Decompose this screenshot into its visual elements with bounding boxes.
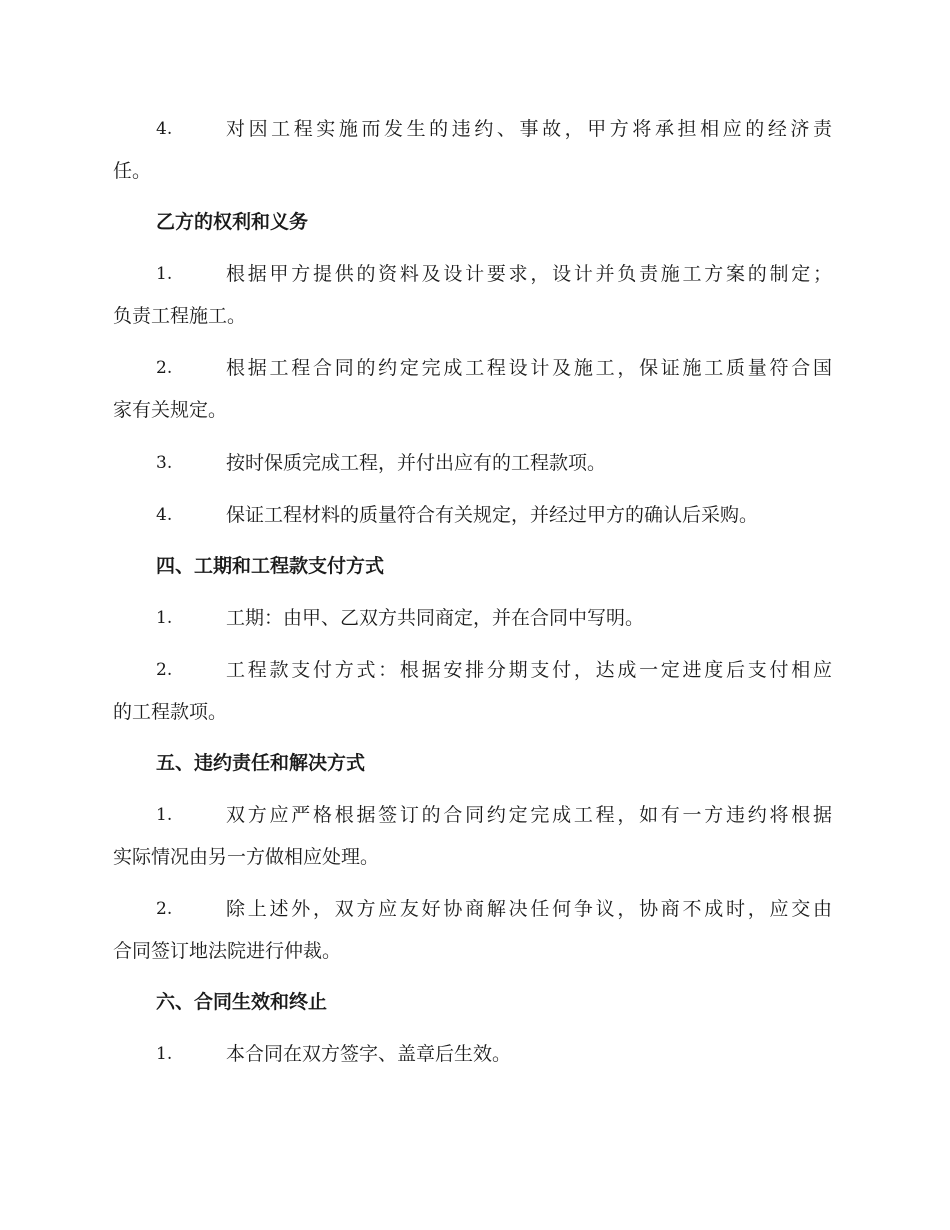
item-text-continuation: 合同签订地法院进行仲裁。: [113, 940, 342, 962]
item-text: 保证工程材料的质量符合有关规定，并经过甲方的确认后采购。: [226, 504, 759, 526]
item-text-continuation: 实际情况由另一方做相应处理。: [113, 846, 380, 868]
item-number: 1.: [156, 805, 173, 825]
item-text-continuation: 的工程款项。: [113, 701, 228, 723]
section-heading: 五、违约责任和解决方式: [156, 752, 366, 774]
item-text: 工期：由甲、乙双方共同商定，并在合同中写明。: [226, 607, 645, 629]
item-text-continuation: 负责工程施工。: [113, 305, 247, 327]
item-text: 工程款支付方式：根据安排分期支付，达成一定进度后支付相应: [226, 659, 832, 681]
item-text-continuation: 任。: [113, 160, 152, 182]
item-text: 双方应严格根据签订的合同约定完成工程，如有一方违约将根据: [226, 804, 832, 826]
item-number: 1.: [156, 608, 173, 628]
item-text: 本合同在双方签字、盖章后生效。: [226, 1043, 512, 1065]
item-number: 4.: [156, 119, 173, 139]
item-number: 1.: [156, 1044, 173, 1064]
section-heading: 乙方的权利和义务: [156, 211, 309, 233]
section-heading: 四、工期和工程款支付方式: [156, 555, 385, 577]
section-heading: 六、合同生效和终止: [156, 991, 328, 1013]
item-text: 对因工程实施而发生的违约、事故，甲方将承担相应的经济责: [226, 118, 832, 140]
item-number: 2.: [156, 358, 173, 378]
item-number: 2.: [156, 899, 173, 919]
item-text: 除上述外，双方应友好协商解决任何争议，协商不成时，应交由: [226, 898, 832, 920]
item-text: 根据甲方提供的资料及设计要求，设计并负责施工方案的制定；: [226, 263, 832, 285]
item-number: 1.: [156, 264, 173, 284]
item-text: 按时保质完成工程，并付出应有的工程款项。: [226, 452, 607, 474]
item-number: 4.: [156, 505, 173, 525]
item-text: 根据工程合同的约定完成工程设计及施工，保证施工质量符合国: [226, 357, 832, 379]
item-number: 3.: [156, 453, 173, 473]
item-text-continuation: 家有关规定。: [113, 399, 228, 421]
item-number: 2.: [156, 660, 173, 680]
